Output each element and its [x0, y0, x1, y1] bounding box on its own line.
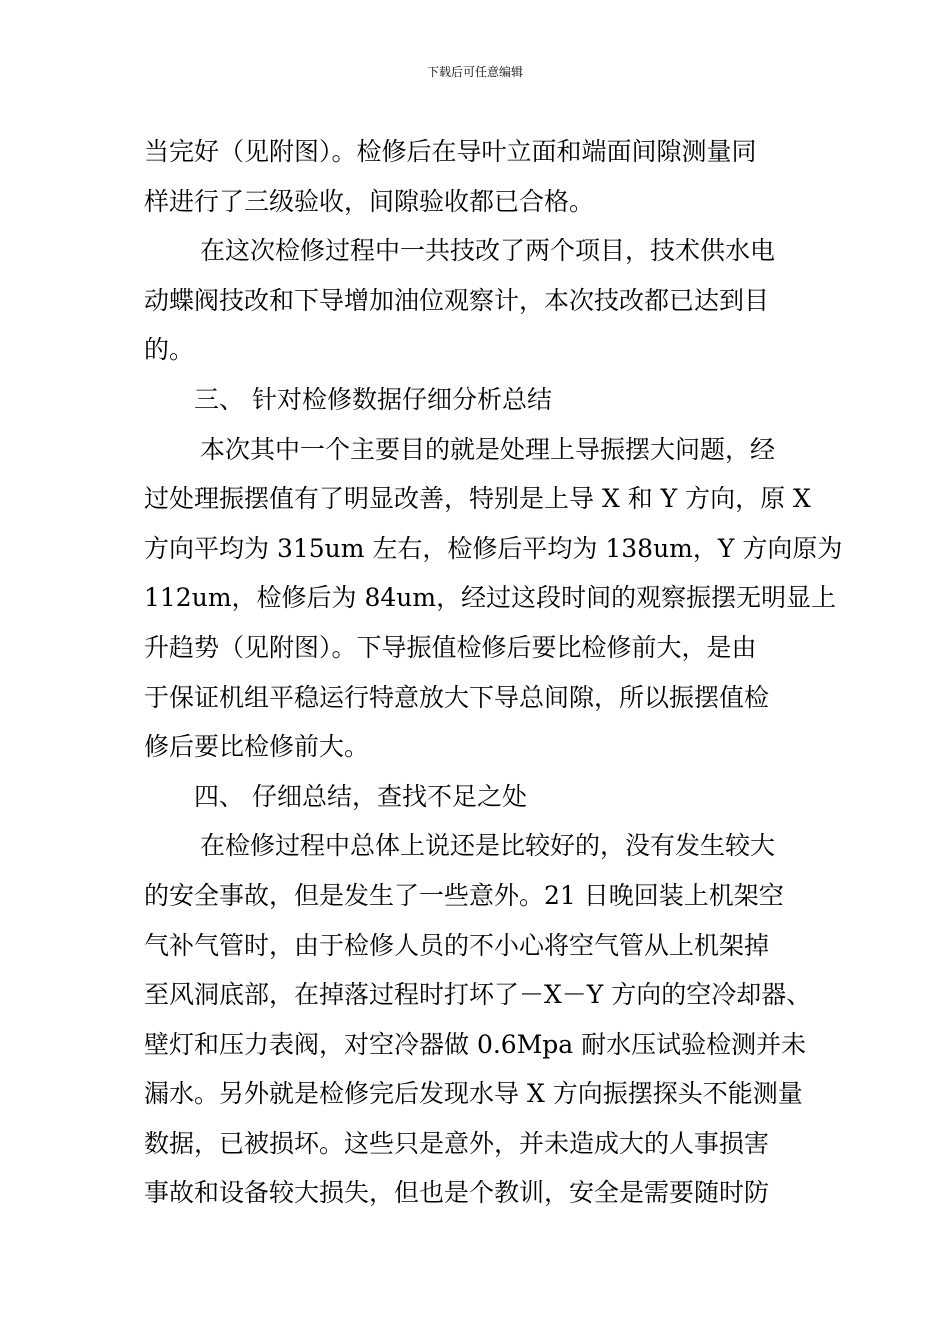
text-line: 过处理振摆值有了明显改善，特别是上导 X 和 Y 方向，原 X [144, 484, 811, 514]
text-line: 的。 [144, 335, 195, 365]
text-line: 于保证机组平稳运行特意放大下导总间隙，所以振摆值检 [144, 682, 770, 712]
text-line: 壁灯和压力表阀，对空冷器做 0.6Mpa 耐水压试验检测并未 [144, 1029, 807, 1059]
page-header: 下载后可任意编辑 [426, 65, 523, 79]
text-line: 动蝶阀技改和下导增加油位观察计，本次技改都已达到目 [144, 285, 770, 315]
text-line: 当完好（见附图）。检修后在导叶立面和端面间隙测量同 [144, 137, 757, 166]
paragraph-start-line: 在检修过程中总体上说还是比较好的，没有发生较大 [200, 831, 776, 861]
text-line: 方向平均为 315um 左右，检修后平均为 138um，Y 方向原为 [144, 533, 843, 563]
text-line: 漏水。另外就是检修完后发现水导 X 方向振摆探头不能测量 [144, 1079, 803, 1109]
text-line: 样进行了三级验收，间隙验收都已合格。 [144, 186, 595, 216]
text-line: 的安全事故，但是发生了一些意外。21 日晚回装上机架空 [144, 880, 784, 910]
text-line: 112um，检修后为 84um，经过这段时间的观察振摆无明显上 [144, 583, 837, 613]
section-heading-4: 四、 仔细总结，查找不足之处 [194, 781, 527, 811]
paragraph-start-line: 在这次检修过程中一共技改了两个项目，技术供水电 [200, 236, 776, 266]
text-line: 升趋势（见附图）。下导振值检修后要比检修前大，是由 [144, 632, 757, 662]
section-heading-3: 三、 针对检修数据仔细分析总结 [194, 384, 552, 414]
text-line: 气补气管时，由于检修人员的不小心将空气管从上机架掉 [144, 930, 770, 960]
text-line: 数据，已被损坏。这些只是意外，并未造成大的人事损害 [144, 1128, 770, 1158]
text-line: 事故和设备较大损失，但也是个教训，安全是需要随时防 [144, 1178, 770, 1208]
document-body [144, 127, 843, 1218]
paragraph-start-line: 本次其中一个主要目的就是处理上导振摆大问题，经 [200, 434, 776, 464]
text-line: 至风洞底部，在掉落过程时打坏了－X－Y 方向的空冷却器、 [144, 980, 812, 1010]
text-line: 修后要比检修前大。 [144, 732, 370, 762]
